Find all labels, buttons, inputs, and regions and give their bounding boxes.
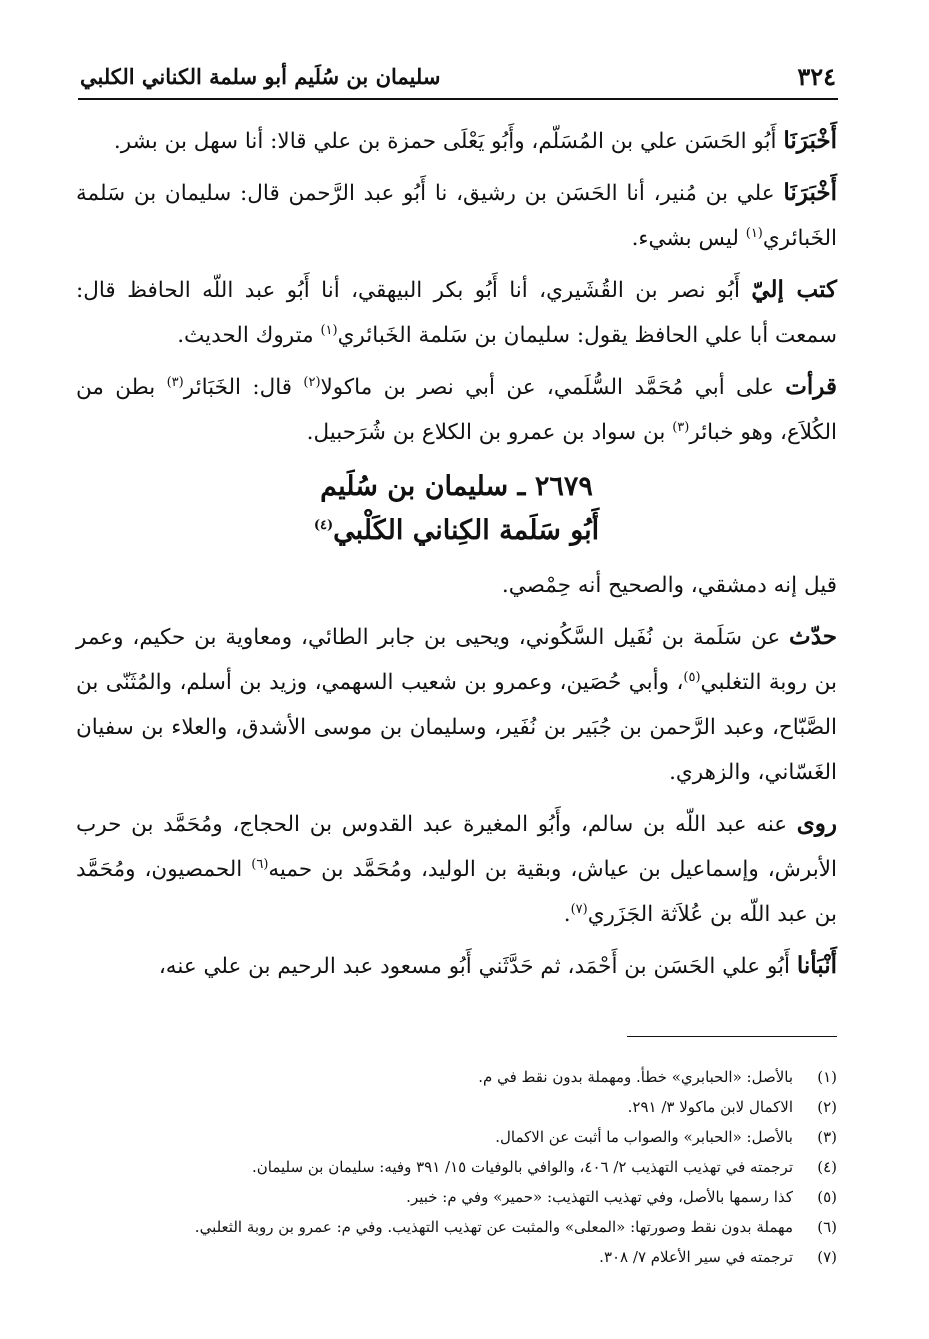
footnote-ref: (٢) [303,374,321,390]
footnote-text: بالأصل: «الحبابري» خطأ. ومهملة بدون نقط في م. [478,1068,793,1086]
footnote-ref: (١) [320,322,338,338]
footnote-ref: (٣) [672,419,690,435]
footnotes [90,1062,837,1272]
footnote-ref: (١) [745,225,763,241]
footnote-text: مهملة بدون نقط وصورتها: «المعلى» والمثبت عن تهذيب التهذيب. وفي م: عمرو بن روبة الثعلبي. [194,1218,793,1236]
paragraph [76,267,837,358]
footnote-number: (٥) [817,1188,837,1206]
entry-heading [76,465,837,553]
paragraph-text: عن سَلَمة بن نُفَيل السَّكُوني، ويحيى بن جابر الطائي، ومعاوية بن حكيم، وعمر بن روبة التغلبي [76,625,837,695]
paragraph-text: متروك الحديث. [177,323,321,348]
paragraph-text: قيل إنه دمشقي، والصحيح أنه حِمْصي. [501,573,837,598]
paragraph-text: عنه عبد اللّه بن سالم، وأَبُو المغيرة عبد القدوس بن الحجاج، ومُحَمَّد بن حرب الأبرش، وإسماعيل بن عياش، وبقية بن الوليد، ومُحَمَّد بن حميه [76,812,837,882]
footnote [90,1212,837,1242]
entry-heading-name: أَبُو سَلَمة الكِناني الكَلْبي [333,515,600,546]
footnote-text: ترجمته في سير الأعلام ٧/ ٣٠٨. [599,1248,793,1266]
footnote [90,1242,837,1272]
footnote-text: بالأصل: «الحبابر» والصواب ما أثبت عن الاكمال. [495,1128,793,1146]
footnote-ref: (٥) [683,669,701,685]
paragraph [76,801,837,937]
paragraph-text: على أبي مُحَمَّد السُّلَمي، عن أبي نصر بن ماكولا [320,375,786,400]
footnote-ref: (٧) [570,901,588,917]
paragraph-text: . [563,902,571,927]
footnote-text: كذا رسمها بالأصل، وفي تهذيب التهذيب: «حمير» وفي م: خبير. [406,1188,793,1206]
paragraph-lead: كتب إليّ [751,276,837,303]
footnote-number: (٣) [817,1128,837,1146]
footnote [90,1092,837,1122]
footnote-ref: (٦) [251,856,269,872]
paragraph-lead: أَخْبَرَنَا [783,127,837,154]
paragraph-lead: أَخْبَرَنَا [783,179,837,206]
paragraph-text: ليس بشيء. [631,226,746,251]
paragraph-text: ، وأبي حُصَين، وعمرو بن شعيب السهمي، وزيد بن أسلم، والمُثَنّى بن الصَّبّاح، وعبد الرَّحمن بن جُبَير بن نُفَير، وسليمان بن موسى الأشدق، والعلاء بن سفيان الغَسّاني، والزهري. [76,670,837,785]
paragraph-text: أَبُو نصر بن القُشَيري، أنا أَبُو بكر البيهقي، أنا أَبُو عبد اللّه الحافظ قال: سمعت أبا علي الحافظ يقول: سليمان بن سَلمة الخَبائري [76,278,837,348]
footnote-ref: (٤) [313,518,334,533]
paragraph [76,563,837,608]
footnote [90,1062,837,1092]
paragraph-text: قال: الخَبَائر [183,375,304,400]
page-number: ٣٢٤ [797,62,836,91]
entry-heading-line [76,509,837,553]
footnote-text: الاكمال لابن ماكولا ٣/ ٢٩١. [627,1098,793,1116]
paragraph-text: بن سواد بن عمرو بن الكلاع بن شُرَحبيل. [306,420,673,445]
paragraph-text: الحمصيون، ومُحَمَّد بن عبد اللّه بن عُلاَثة الجَزَري [76,857,837,927]
footnote-number: (٢) [817,1098,837,1116]
footnote [90,1152,837,1182]
paragraph-lead: حدّث [789,623,837,650]
paragraph [76,170,837,261]
paragraph-lead: قرأت [785,373,837,400]
paragraph-lead: روى [796,810,837,837]
running-title: سليمان بن سُلَيم أبو سلمة الكناني الكلبي [80,64,441,89]
paragraph-text: بطن من الكُلاَع، وهو خبائر [76,375,837,445]
footnote-divider [627,1036,837,1037]
paragraph [76,943,837,989]
footnote-number: (٦) [817,1218,837,1236]
paragraph [76,614,837,795]
paragraph-text: أَبُو الحَسَن علي بن المُسَلّم، وأَبُو يَعْلَى حمزة بن علي قالا: أنا سهل بن بشر. [113,129,784,154]
footnote-number: (٧) [817,1248,837,1266]
paragraph-text: أَبُو علي الحَسَن بن أَحْمَد، ثم حَدَّثَني أَبُو مسعود عبد الرحيم بن علي عنه، [158,954,797,979]
main-text [76,118,837,995]
footnote-text: ترجمته في تهذيب التهذيب ٢/ ٤٠٦، والوافي بالوفيات ١٥/ ٣٩١ وفيه: سليمان بن سليمان. [252,1158,793,1176]
page-header [78,58,838,100]
entry-heading-line: ٢٦٧٩ ـ سليمان بن سُلَيم [320,471,593,502]
paragraph-text: علي بن مُنير، أنا الحَسَن بن رشيق، نا أَبُو عبد الرَّحمن قال: سليمان بن سَلمة الخَبائري [76,181,837,251]
paragraph [76,364,837,455]
footnote [90,1122,837,1152]
footnote-number: (٤) [817,1158,837,1176]
footnote [90,1182,837,1212]
paragraph-lead: أَنْبَأنا [796,952,837,979]
footnote-number: (١) [817,1068,837,1086]
footnote-ref: (٣) [166,374,184,390]
paragraph [76,118,837,164]
